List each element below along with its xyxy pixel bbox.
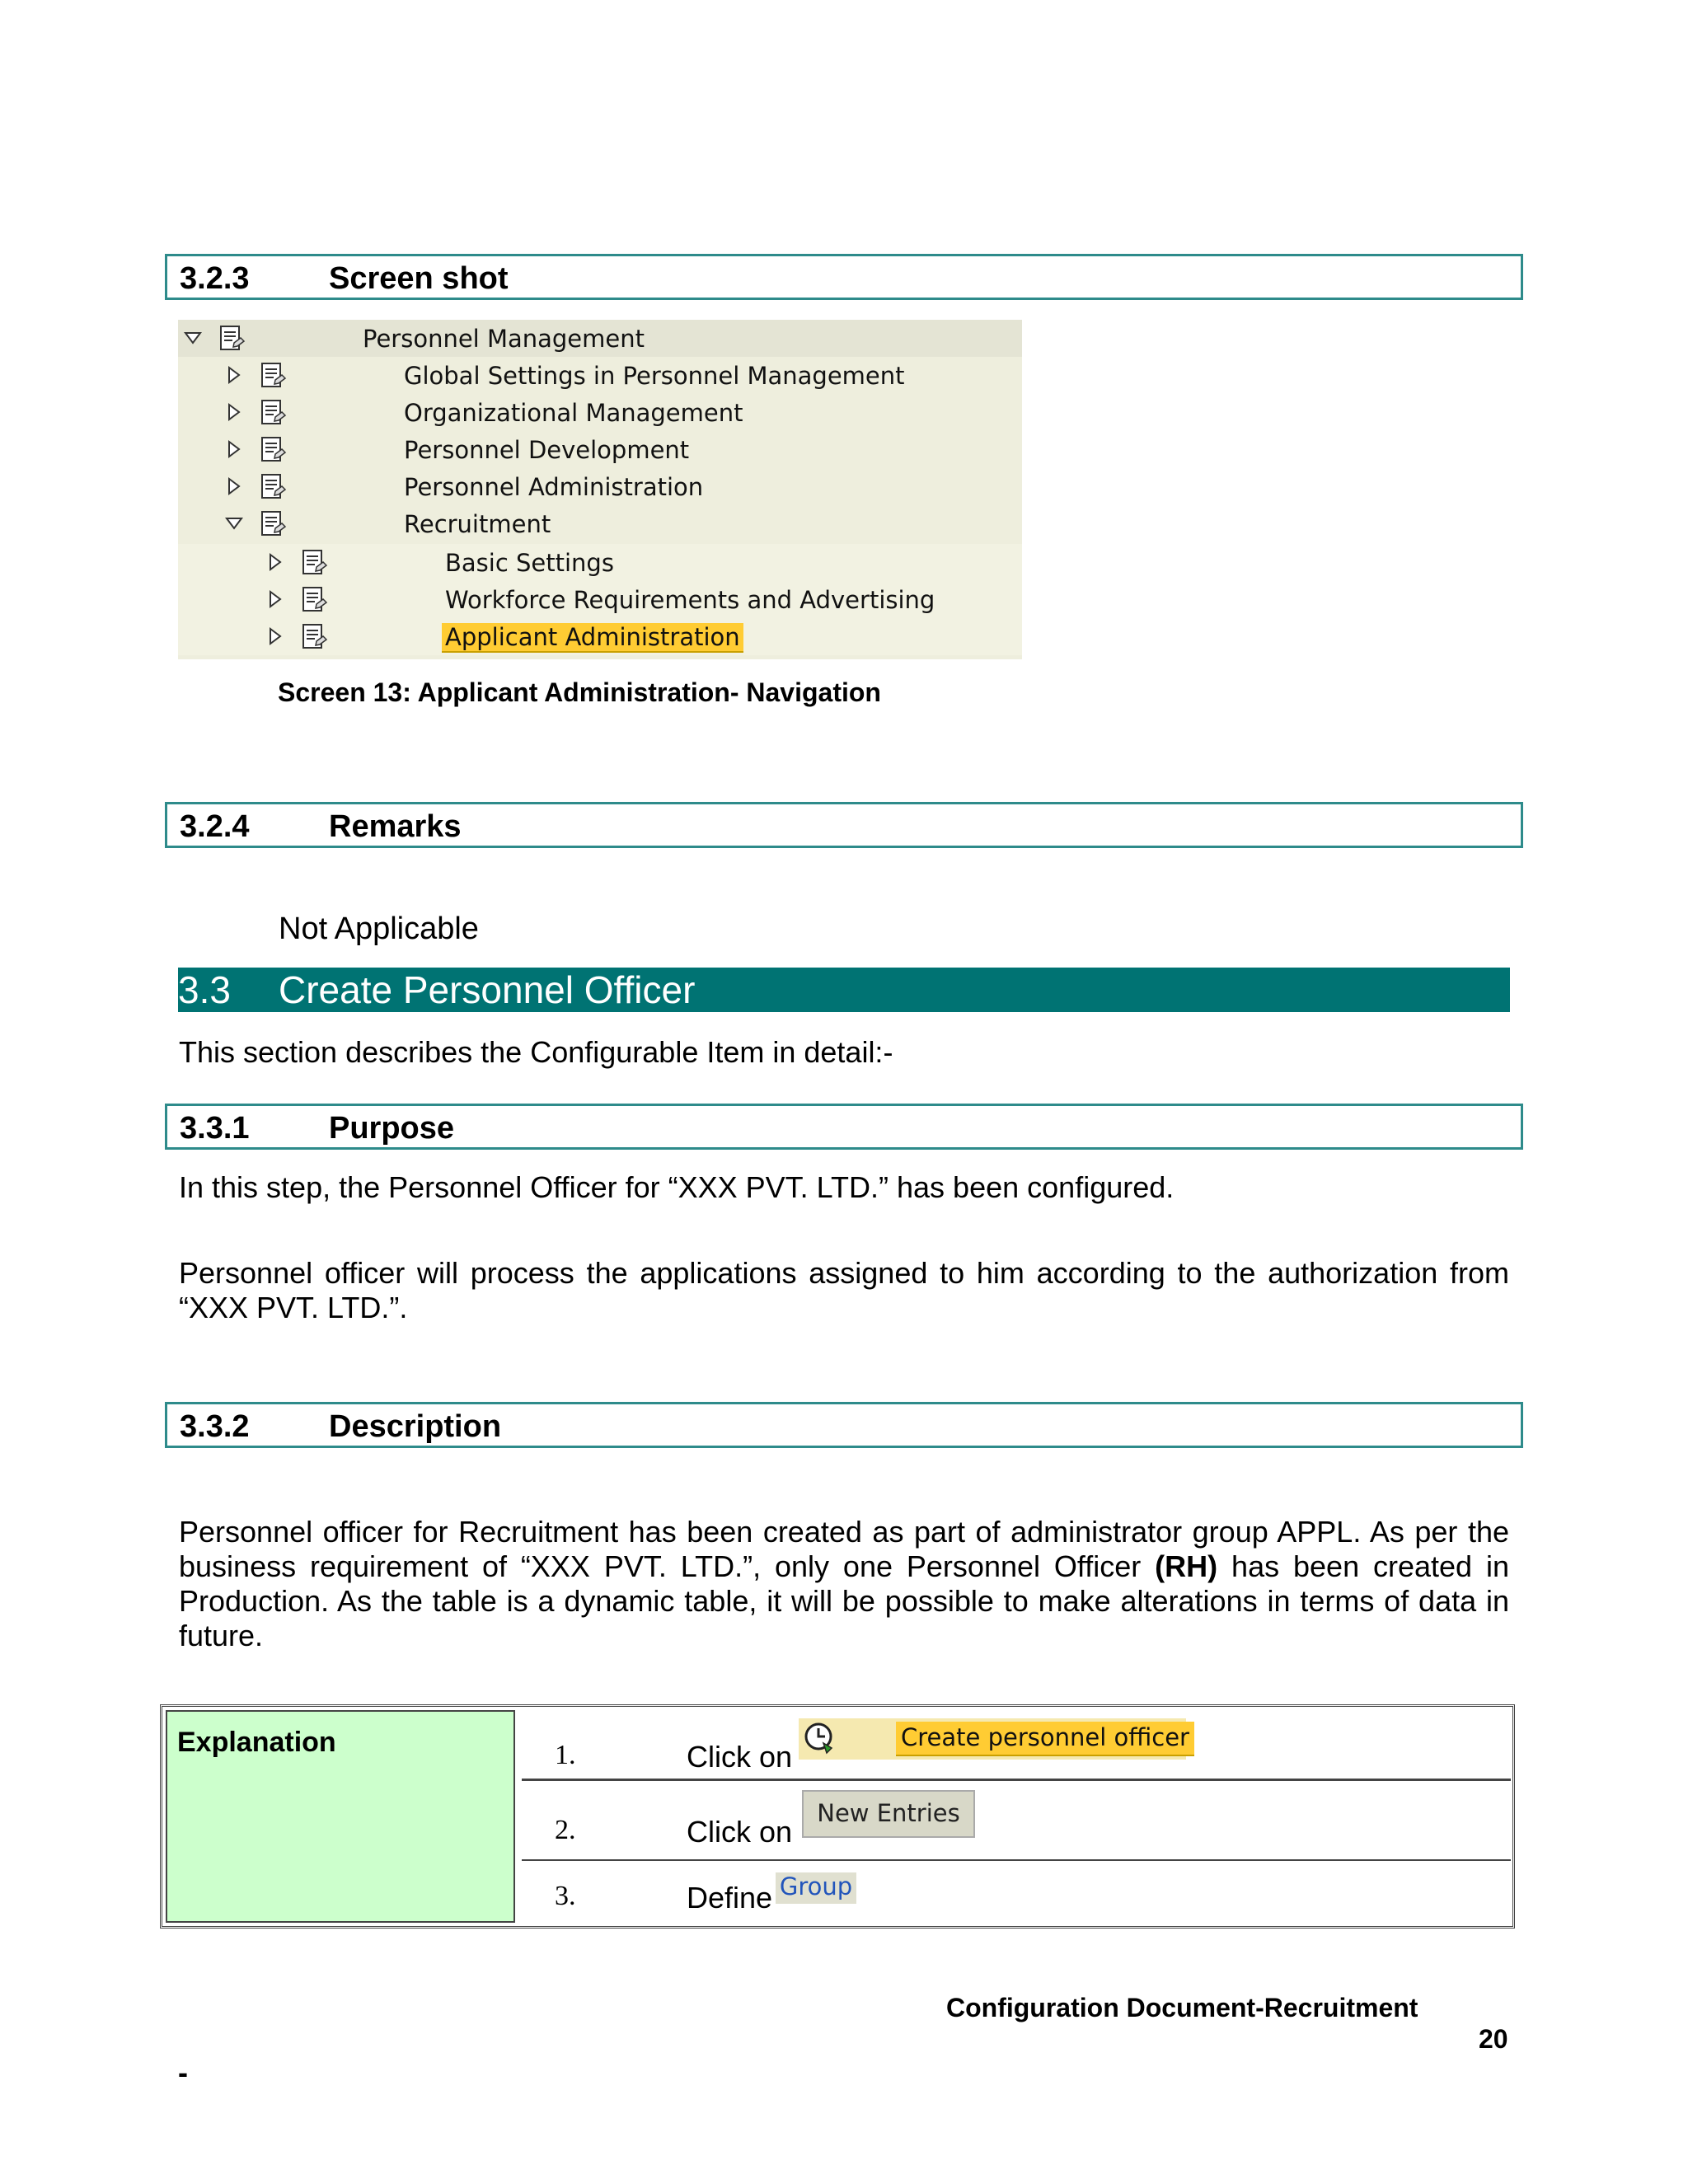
purpose-paragraph-1: In this step, the Personnel Officer for “XXX PVT. LTD.” has been configured.: [179, 1170, 1175, 1204]
expanded-arrow-icon[interactable]: [224, 513, 244, 533]
figure-caption: Screen 13: Applicant Administration- Navigation: [278, 677, 881, 707]
section-title: Screen shot: [329, 261, 509, 296]
section-header-3-3-1: [165, 1104, 1523, 1150]
section-title: Remarks: [329, 809, 462, 844]
section-number: 3.2.4: [180, 809, 250, 844]
section-number: 3.3.1: [180, 1111, 250, 1146]
collapsed-arrow-icon[interactable]: [265, 552, 285, 572]
tree-label: Global Settings in Personnel Management: [404, 362, 905, 390]
step-text: Click on: [687, 1815, 793, 1849]
collapsed-arrow-icon[interactable]: [224, 365, 244, 385]
group-field-label[interactable]: Group: [776, 1872, 856, 1904]
document-icon: [300, 623, 330, 651]
tree-node[interactable]: [178, 394, 1022, 431]
table-row: [522, 1710, 1511, 1781]
section-number: 3.3.2: [180, 1409, 250, 1444]
footer-dash: -: [178, 2055, 188, 2089]
page-number: 20: [1479, 2024, 1508, 2054]
tree-node[interactable]: [178, 357, 1022, 394]
step-text: Define: [687, 1881, 773, 1915]
tree-node[interactable]: [178, 431, 1022, 468]
tree-label: Basic Settings: [445, 549, 614, 577]
expanded-arrow-icon[interactable]: [183, 328, 203, 348]
button-label: Create personnel officer: [896, 1722, 1194, 1756]
new-entries-button[interactable]: New Entries: [802, 1790, 975, 1838]
section-number: 3.2.3: [180, 261, 250, 296]
tree-label: Personnel Management: [363, 325, 645, 353]
execute-clock-icon: [802, 1720, 838, 1756]
tree-label: Workforce Requirements and Advertising: [445, 586, 935, 614]
tree-label-highlighted[interactable]: Applicant Administration: [442, 623, 743, 653]
document-icon: [259, 436, 288, 464]
table-row: [522, 1863, 1511, 1924]
heading-title: Create Personnel Officer: [279, 968, 696, 1011]
step-number: 3.: [555, 1881, 576, 1911]
tree-label: Recruitment: [404, 510, 551, 538]
section-header-3-2-4: [165, 802, 1523, 848]
description-bold: (RH): [1155, 1549, 1218, 1583]
tree-label: Personnel Administration: [404, 473, 704, 501]
explanation-table: [160, 1704, 1515, 1929]
remarks-text: Not Applicable: [279, 912, 479, 946]
section-title: Description: [329, 1409, 502, 1444]
heading-3-3: [178, 968, 1510, 1012]
tree-node[interactable]: [178, 544, 1022, 581]
create-personnel-officer-button[interactable]: [799, 1718, 1189, 1760]
explanation-label: Explanation: [177, 1727, 336, 1758]
purpose-paragraph-2: Personnel officer will process the applications assigned to him according to the authorization from “XXX PVT. LTD.”.: [179, 1256, 1509, 1324]
document-icon: [259, 362, 288, 390]
tree-node[interactable]: [178, 468, 1022, 505]
tree-node-personnel-management[interactable]: [178, 320, 1022, 357]
collapsed-arrow-icon[interactable]: [224, 439, 244, 459]
document-icon: [218, 325, 247, 353]
heading-number: 3.3: [178, 968, 231, 1011]
document-icon: [300, 586, 330, 614]
footer-document-title: Configuration Document-Recruitment: [946, 1993, 1418, 2022]
document-icon: [259, 510, 288, 538]
step-number: 2.: [555, 1815, 576, 1845]
explanation-cell: [166, 1710, 515, 1923]
description-text: Personnel officer for Recruitment has been created as part of administrator group APPL. As per the business requirement of “XXX PVT. LTD.”, only one Personnel Officer: [179, 1515, 1509, 1583]
document-icon: [259, 473, 288, 501]
table-row: [522, 1783, 1511, 1861]
collapsed-arrow-icon[interactable]: [265, 626, 285, 646]
intro-text: This section describes the Configurable Item in detail:-: [179, 1035, 893, 1069]
section-header-3-3-2: [165, 1402, 1523, 1448]
tree-node-recruitment[interactable]: [178, 505, 1022, 542]
section-title: Purpose: [329, 1111, 455, 1146]
tree-node-applicant-administration[interactable]: [178, 618, 1022, 655]
tree-node[interactable]: [178, 581, 1022, 618]
document-icon: [300, 549, 330, 577]
document-icon: [259, 399, 288, 427]
collapsed-arrow-icon[interactable]: [224, 476, 244, 496]
sap-navigation-tree: [178, 320, 1022, 659]
step-text: Click on: [687, 1740, 793, 1774]
tree-label: Organizational Management: [404, 399, 743, 427]
collapsed-arrow-icon[interactable]: [265, 589, 285, 609]
description-text: has been created in Production. As the table is a dynamic table, it will be possible to make alterations in terms of data in future.: [179, 1549, 1509, 1652]
step-number: 1.: [555, 1740, 576, 1770]
description-paragraph: [179, 1515, 1509, 1653]
tree-label: Personnel Development: [404, 436, 690, 464]
collapsed-arrow-icon[interactable]: [224, 402, 244, 422]
section-header-3-2-3: [165, 254, 1523, 300]
